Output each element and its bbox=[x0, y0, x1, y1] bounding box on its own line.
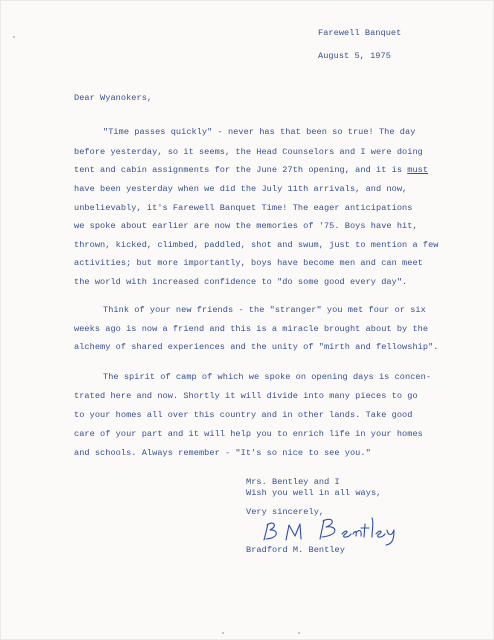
paper-mark bbox=[13, 36, 15, 38]
paragraph-1-line-text: tent and cabin assignments for the June 27th opening, and it is bbox=[74, 165, 408, 175]
paragraph-1-line: before yesterday, so it seems, the Head Counselors and I were doing bbox=[74, 147, 423, 157]
paragraph-2-line: Think of your new friends - the "stranger" you met four or six bbox=[103, 305, 426, 315]
paragraph-2-line: weeks ago is now a friend and this is a miracle brought about by the bbox=[74, 324, 429, 334]
paragraph-2-line: alchemy of shared experiences and the unity of "mirth and fellowship". bbox=[74, 342, 439, 352]
paragraph-3-line: trated here and now. Shortly it will divide into many pieces to go bbox=[74, 391, 418, 401]
header-date: August 5, 1975 bbox=[318, 51, 391, 61]
paragraph-1-line bbox=[74, 166, 428, 175]
paragraph-1-line: have been yesterday when we did the July 11th arrivals, and now, bbox=[74, 184, 408, 194]
paragraph-1-line: unbelievably, it's Farewell Banquet Time! The eager anticipations bbox=[74, 203, 413, 213]
typed-name: Bradford M. Bentley bbox=[246, 545, 345, 555]
paragraph-1-line: the world with increased confidence to "do some good every day". bbox=[74, 277, 408, 287]
paragraph-1-line: we spoke about earlier are now the memories of '75. Boys have hit, bbox=[74, 221, 418, 231]
paper-mark bbox=[298, 632, 300, 634]
closing-sincerely: Very sincerely, bbox=[246, 507, 325, 517]
paragraph-3-line: The spirit of camp of which we spoke on opening days is concen- bbox=[103, 372, 432, 382]
handwritten-signature bbox=[258, 512, 408, 548]
paragraph-1-line: thrown, kicked, climbed, paddled, shot and swum, just to mention a few bbox=[74, 240, 439, 250]
salutation: Dear Wyanokers, bbox=[74, 93, 153, 103]
underlined-word: must bbox=[407, 165, 429, 175]
header-event: Farewell Banquet bbox=[318, 28, 402, 38]
paragraph-3-line: to your homes all over this country and in other lands. Take good bbox=[74, 410, 413, 420]
paragraph-1-line: "Time passes quickly" - never has that been so true! The day bbox=[103, 127, 416, 137]
closing-line-1: Mrs. Bentley and I bbox=[246, 477, 340, 487]
paragraph-1-line: activities; but more importantly, boys have become men and can meet bbox=[74, 258, 423, 268]
paragraph-3-line: and schools. Always remember - "It's so nice to see you." bbox=[74, 448, 371, 458]
paragraph-3-line: care of your part and it will help you to enrich life in your homes bbox=[74, 429, 423, 439]
closing-line-2: Wish you well in all ways, bbox=[246, 488, 382, 498]
paper-mark bbox=[222, 632, 224, 634]
